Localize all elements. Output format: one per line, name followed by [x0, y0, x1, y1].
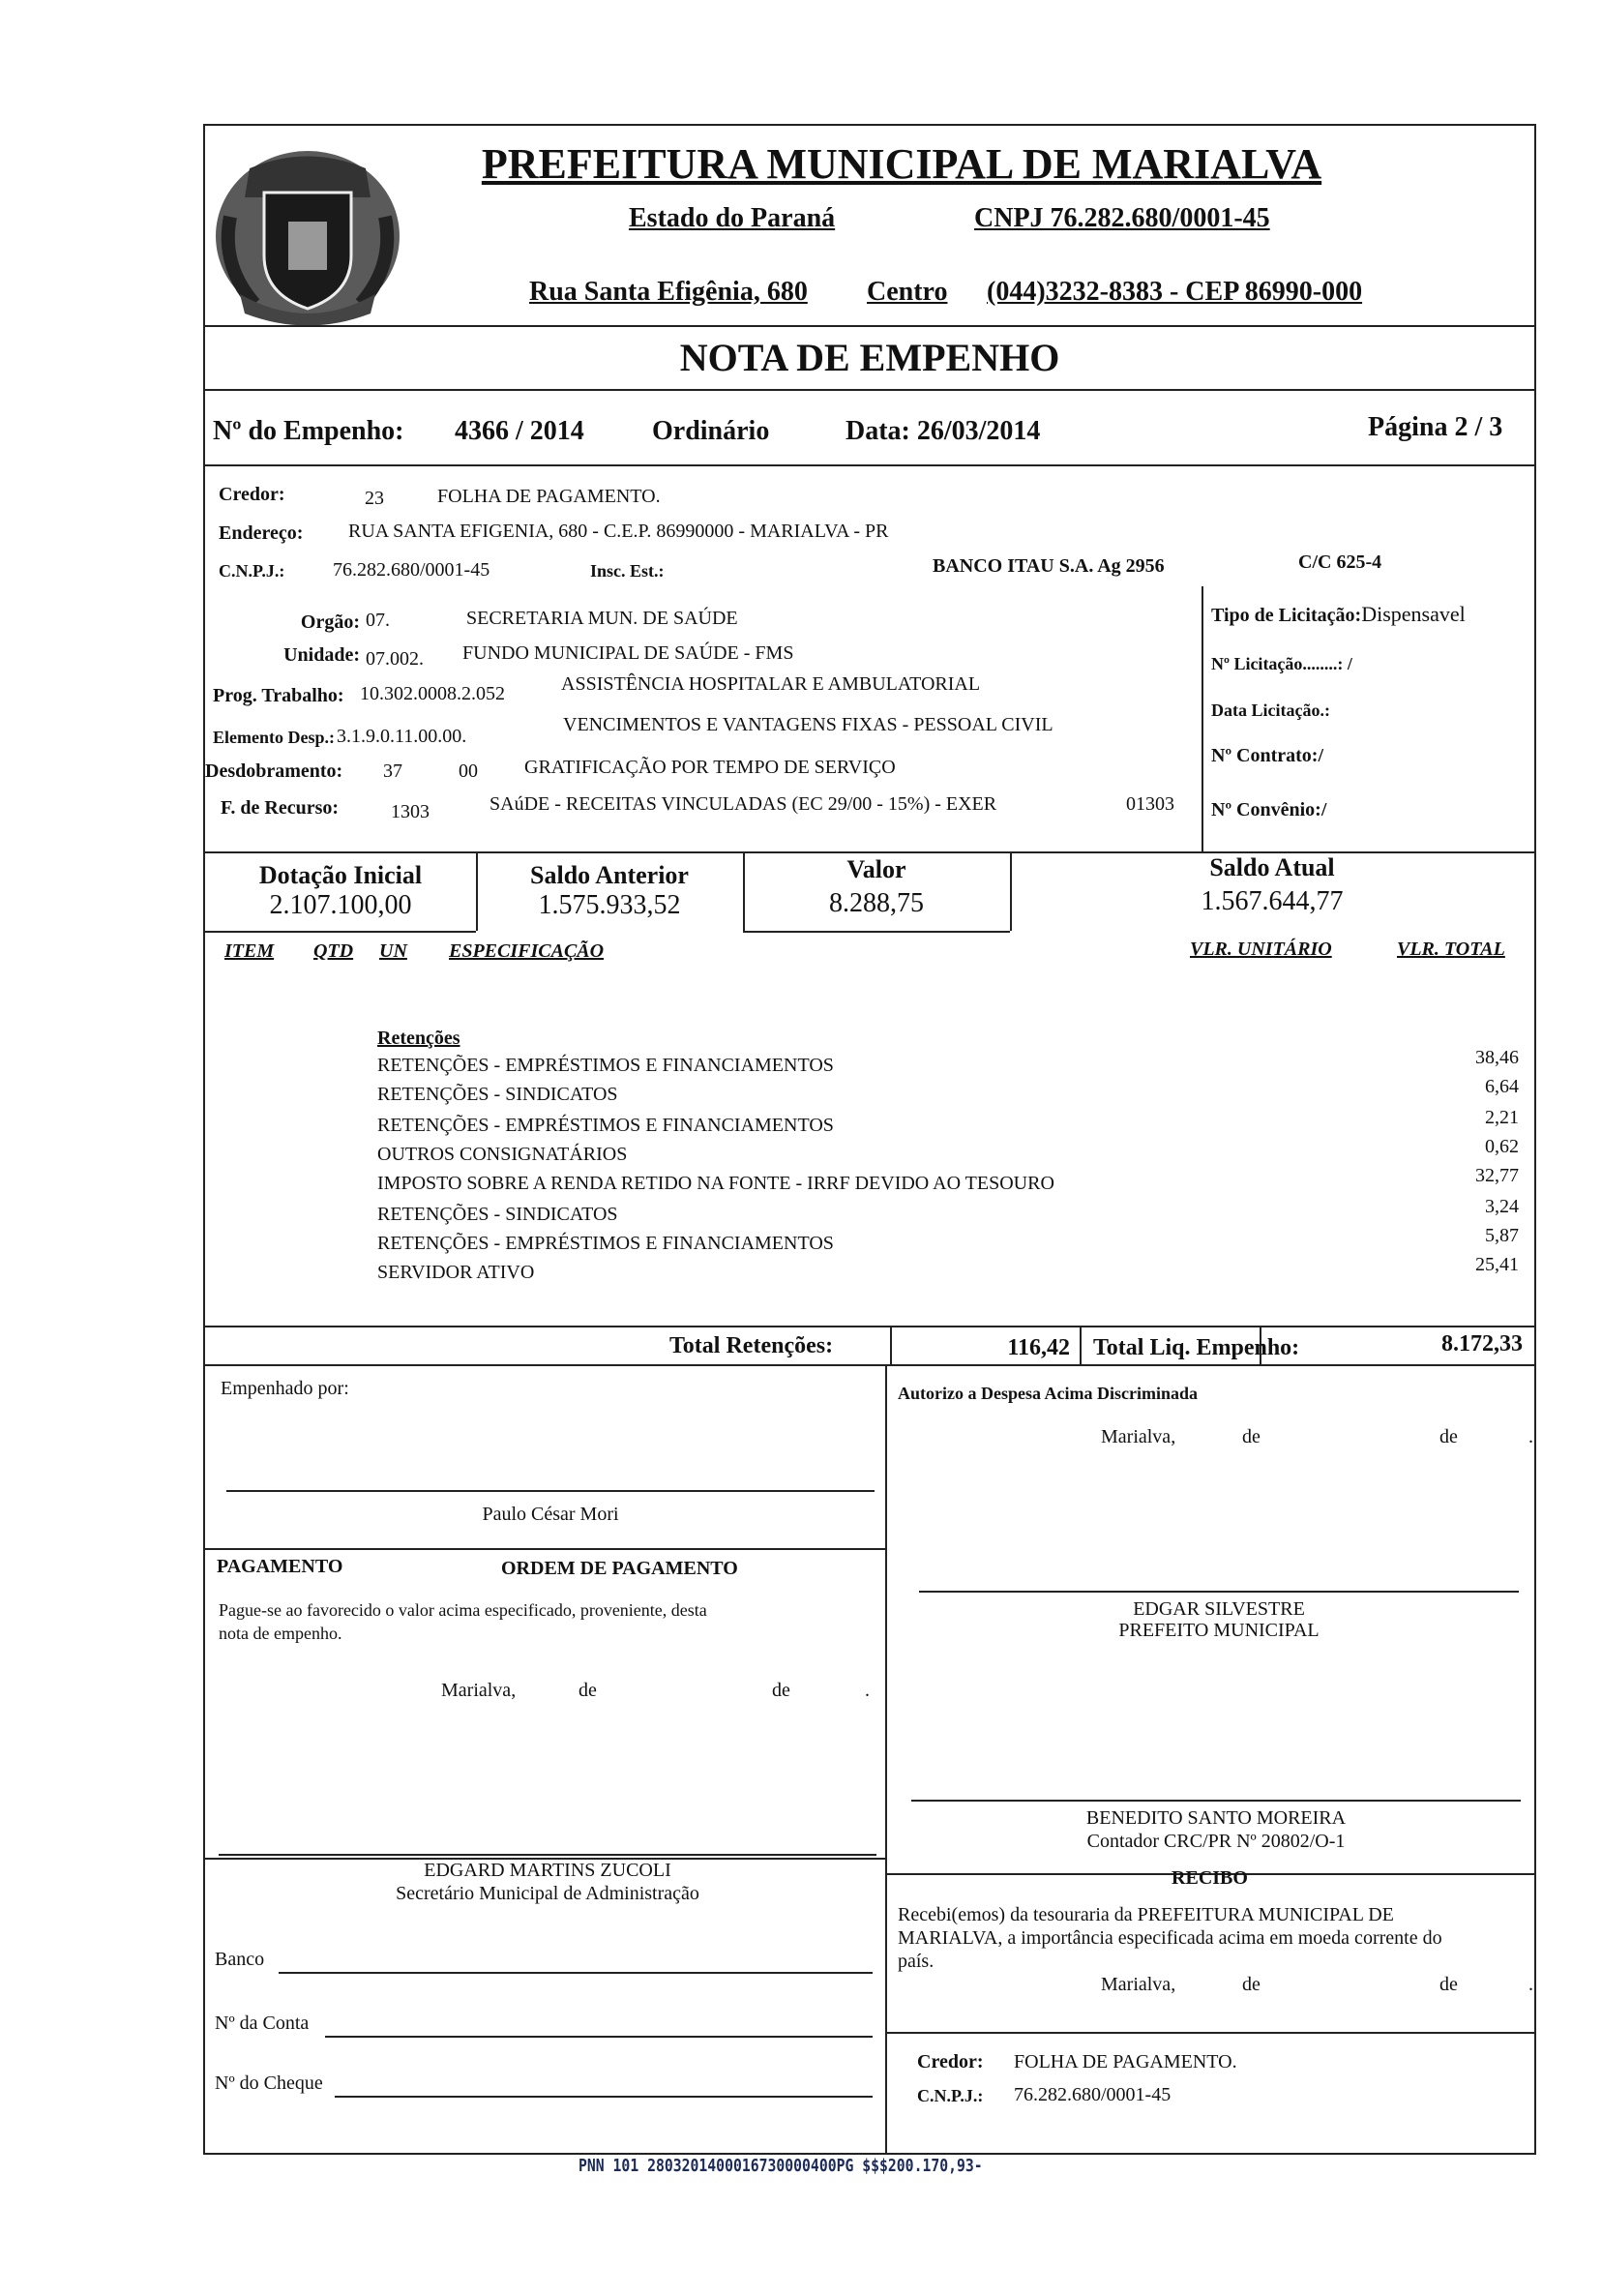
phone-cep: (044)3232-8383 - CEP 86990-000: [987, 277, 1363, 307]
header-cnpj: CNPJ 76.282.680/0001-45: [974, 203, 1270, 233]
saldo-atual-value: 1.567.644,77: [1201, 886, 1344, 916]
conta-label: Nº da Conta: [215, 2013, 310, 2034]
retencao-description: RETENÇÕES - EMPRÉSTIMOS E FINANCIAMENTOS: [377, 1055, 834, 1076]
recurso-code2: 01303: [1126, 793, 1174, 815]
document-title: NOTA DE EMPENHO: [679, 336, 1060, 379]
col-vlr-unitario: VLR. UNITÁRIO: [1190, 939, 1332, 960]
dotacao-value: 2.107.100,00: [269, 890, 412, 920]
elemento-name: VENCIMENTOS E VANTAGENS FIXAS - PESSOAL CIVIL: [563, 714, 1053, 735]
prefeito-role: PREFEITO MUNICIPAL: [1118, 1620, 1320, 1641]
empenho-date: Data: 26/03/2014: [846, 416, 1041, 446]
street-address: Rua Santa Efigênia, 680: [529, 277, 808, 307]
autorizo-dot: .: [1528, 1426, 1533, 1447]
retencao-description: IMPOSTO SOBRE A RENDA RETIDO NA FONTE - IRRF DEVIDO AO TESOURO: [377, 1173, 1054, 1194]
recibo-de1: de: [1242, 1974, 1261, 1995]
unidade-name: FUNDO MUNICIPAL DE SAÚDE - FMS: [462, 642, 794, 664]
total-liquido-value: 8.172,33: [1441, 1331, 1523, 1357]
unidade-label: Unidade:: [283, 644, 360, 666]
saldo-anterior-label: Saldo Anterior: [530, 861, 689, 889]
col-vlr-total: VLR. TOTAL: [1397, 939, 1505, 960]
col-especificacao: ESPECIFICAÇÃO: [449, 940, 605, 962]
contrato-number: Nº Contrato:/: [1211, 745, 1324, 766]
licitacao-date: Data Licitação.:: [1211, 701, 1330, 720]
total-liquido-label: Total Liq. Empenho:: [1093, 1335, 1300, 1360]
recibo-text-line3: país.: [898, 1951, 934, 1972]
pague-text-line1: Pague-se ao favorecido o valor acima especificado, proveniente, desta: [219, 1600, 707, 1620]
saldo-anterior-value: 1.575.933,52: [538, 890, 681, 920]
retencao-description: SERVIDOR ATIVO: [377, 1262, 535, 1283]
autorizo-marialva: Marialva,: [1101, 1426, 1176, 1447]
credor-name: FOLHA DE PAGAMENTO.: [437, 486, 661, 507]
retencao-description: OUTROS CONSIGNATÁRIOS: [377, 1144, 628, 1165]
secretario-name: EDGARD MARTINS ZUCOLI: [424, 1860, 671, 1881]
page-number: Página 2 / 3: [1368, 412, 1503, 442]
banco-label: Banco: [215, 1949, 265, 1970]
credor-label: Credor:: [219, 484, 285, 505]
saldo-atual-label: Saldo Atual: [1209, 853, 1335, 881]
col-un: UN: [379, 940, 407, 962]
coat-of-arms-logo: [211, 139, 404, 333]
retencao-value: 6,64: [1485, 1076, 1519, 1097]
recibo-marialva: Marialva,: [1101, 1974, 1176, 1995]
valor-label: Valor: [846, 855, 906, 883]
footer-credor-value: FOLHA DE PAGAMENTO.: [1014, 2051, 1237, 2072]
secretario-role: Secretário Municipal de Administração: [396, 1883, 699, 1904]
recibo-text-line1: Recebi(emos) da tesouraria da PREFEITURA MUNICIPAL DE: [898, 1904, 1394, 1925]
retencoes-title: Retenções: [377, 1028, 460, 1049]
elemento-code: 3.1.9.0.11.00.00.: [337, 726, 467, 747]
pagamento-de1: de: [578, 1680, 597, 1701]
barcode-line: PNN 101 2803201400016730000400PG $$$200.170,93-: [578, 2156, 983, 2176]
recibo-text-line2: MARIALVA, a importância especificada acima em moeda corrente do: [898, 1927, 1442, 1949]
retencao-description: RETENÇÕES - SINDICATOS: [377, 1204, 618, 1225]
empenho-number: 4366 / 2014: [455, 416, 584, 446]
autorizo-de1: de: [1242, 1426, 1261, 1447]
desdobramento-code1: 37: [383, 760, 402, 782]
recibo-title: RECIBO: [1172, 1867, 1248, 1889]
empenho-label: Nº do Empenho:: [213, 416, 404, 446]
licitacao-type-label: Tipo de Licitação:: [1211, 605, 1362, 626]
address-label: Endereço:: [219, 522, 304, 544]
footer-credor-label: Credor:: [917, 2051, 984, 2072]
desdobramento-label: Desdobramento:: [205, 760, 343, 782]
autorizo-de2: de: [1439, 1426, 1458, 1447]
elemento-label: Elemento Desp.:: [213, 728, 335, 747]
signature-paulo: Paulo César Mori: [482, 1504, 619, 1525]
credor-cnpj: 76.282.680/0001-45: [333, 559, 490, 581]
pagamento-label: PAGAMENTO: [217, 1556, 343, 1577]
cnpj-label: C.N.P.J.:: [219, 561, 285, 581]
pagamento-marialva: Marialva,: [441, 1680, 517, 1701]
ordem-pagamento-label: ORDEM DE PAGAMENTO: [501, 1558, 738, 1579]
empenhado-por-label: Empenhado por:: [221, 1378, 349, 1399]
account-cc: C/C 625-4: [1298, 552, 1382, 573]
desdobramento-name: GRATIFICAÇÃO POR TEMPO DE SERVIÇO: [524, 757, 896, 778]
retencao-description: RETENÇÕES - SINDICATOS: [377, 1084, 618, 1105]
cheque-label: Nº do Cheque: [215, 2072, 323, 2094]
pague-text-line2: nota de empenho.: [219, 1624, 342, 1643]
retencao-description: RETENÇÕES - EMPRÉSTIMOS E FINANCIAMENTOS: [377, 1233, 834, 1254]
recurso-name: SAúDE - RECEITAS VINCULADAS (EC 29/00 - 15%) - EXER: [490, 793, 997, 815]
empenho-type: Ordinário: [652, 416, 770, 446]
credor-address: RUA SANTA EFIGENIA, 680 - C.E.P. 86990000 - MARIALVA - PR: [348, 521, 889, 542]
col-item: ITEM: [224, 940, 275, 962]
district-label: Centro: [867, 277, 948, 307]
contador-role: Contador CRC/PR Nº 20802/O-1: [1086, 1831, 1346, 1852]
recurso-code: 1303: [391, 801, 430, 822]
prog-name: ASSISTÊNCIA HOSPITALAR E AMBULATORIAL: [561, 673, 981, 695]
bank-info: BANCO ITAU S.A. Ag 2956: [933, 555, 1165, 577]
retencao-value: 0,62: [1485, 1136, 1519, 1157]
recibo-dot: .: [1528, 1974, 1533, 1995]
total-retencoes-label: Total Retenções:: [669, 1333, 834, 1358]
dotacao-label: Dotação Inicial: [258, 861, 423, 889]
convenio-number: Nº Convênio:/: [1211, 799, 1327, 820]
municipality-title: PREFEITURA MUNICIPAL DE MARIALVA: [481, 140, 1322, 188]
footer-cnpj-value: 76.282.680/0001-45: [1014, 2084, 1172, 2105]
valor-value: 8.288,75: [829, 888, 924, 918]
contador-name: BENEDITO SANTO MOREIRA: [1085, 1807, 1347, 1829]
insc-label: Insc. Est.:: [590, 561, 665, 581]
credor-code: 23: [365, 488, 384, 509]
col-qtd: QTD: [313, 940, 354, 962]
prog-code: 10.302.0008.2.052: [360, 683, 505, 704]
retencao-value: 3,24: [1485, 1196, 1519, 1217]
state-label: Estado do Paraná: [629, 203, 836, 233]
desdobramento-code2: 00: [459, 760, 478, 782]
pagamento-de2: de: [772, 1680, 790, 1701]
orgao-label: Orgão:: [300, 611, 360, 633]
recibo-de2: de: [1439, 1974, 1458, 1995]
unidade-code: 07.002.: [366, 648, 424, 670]
total-retencoes-value: 116,42: [1007, 1335, 1070, 1360]
retencao-description: RETENÇÕES - EMPRÉSTIMOS E FINANCIAMENTOS: [377, 1115, 834, 1136]
retencao-value: 38,46: [1475, 1047, 1519, 1068]
retencao-value: 5,87: [1485, 1225, 1519, 1246]
recurso-label: F. de Recurso:: [221, 797, 340, 819]
autorizo-label: Autorizo a Despesa Acima Discriminada: [898, 1384, 1198, 1403]
orgao-code: 07.: [366, 610, 390, 631]
retencao-value: 32,77: [1475, 1165, 1519, 1186]
pagamento-dot: .: [865, 1680, 870, 1701]
licitacao-number: Nº Licitação........: /: [1211, 654, 1352, 673]
licitacao-type-value: Dispensavel: [1361, 602, 1466, 626]
prefeito-name: EDGAR SILVESTRE: [1133, 1598, 1305, 1620]
retencao-value: 2,21: [1485, 1107, 1519, 1128]
prog-label: Prog. Trabalho:: [213, 685, 344, 706]
orgao-name: SECRETARIA MUN. DE SAÚDE: [466, 608, 738, 629]
retencao-value: 25,41: [1475, 1254, 1519, 1275]
footer-cnpj-label: C.N.P.J.:: [917, 2086, 984, 2105]
document-page: [203, 124, 1536, 2155]
